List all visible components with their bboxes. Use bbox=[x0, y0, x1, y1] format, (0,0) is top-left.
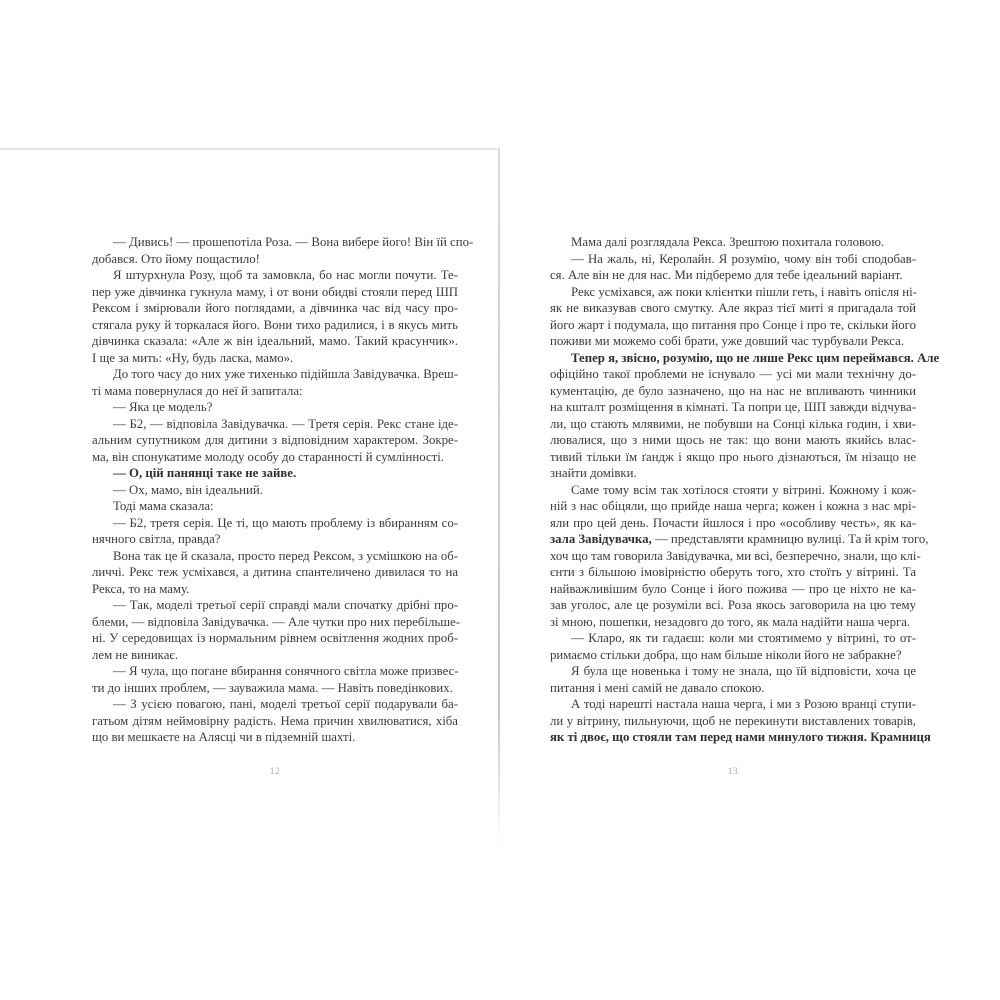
text-segment: — представляти крамницю вулиці. Та й крім того, bbox=[651, 532, 929, 546]
paragraph bbox=[92, 234, 474, 267]
paragraph bbox=[92, 498, 458, 515]
text-line bbox=[550, 267, 916, 284]
text-line bbox=[550, 251, 916, 268]
paragraph bbox=[92, 597, 461, 663]
text-segment: — З усією повагою, пані, моделі третьої серії подарували ба- bbox=[113, 697, 458, 711]
text-segment: Рекс усміхався, аж поки клієнтки пішли геть, і навіть опісля ні- bbox=[571, 284, 917, 299]
text-line bbox=[92, 498, 458, 515]
right-page-number: 13 bbox=[727, 767, 739, 777]
paragraph bbox=[92, 482, 458, 499]
paragraph bbox=[92, 696, 458, 746]
text-segment: що ви мешкаєте на Алясці чи в підземній шахті. bbox=[92, 730, 356, 744]
text-line bbox=[92, 350, 458, 367]
text-line bbox=[550, 564, 916, 581]
text-line bbox=[550, 317, 916, 334]
text-segment: тивий тільки їм ґандж і якщо про нього дізнаються, їм нізащо не bbox=[550, 449, 916, 464]
text-segment: добався. Ото йому пощастило! bbox=[92, 251, 260, 266]
paragraph bbox=[550, 630, 916, 663]
text-line bbox=[92, 416, 458, 433]
text-line bbox=[92, 383, 458, 400]
text-line bbox=[92, 531, 458, 548]
bold-text-segment: зала Завідувачка, bbox=[550, 532, 652, 546]
text-segment: знайти домівки. bbox=[550, 466, 637, 480]
left-page-text-column bbox=[92, 234, 474, 746]
page-gutter-divider bbox=[498, 148, 500, 850]
text-line bbox=[92, 581, 458, 598]
text-line bbox=[550, 663, 916, 680]
bold-text-segment: як ті двоє, що стояли там перед нами минулого тижня. Крамниця bbox=[550, 730, 931, 744]
text-segment: нячного світла, правда? bbox=[92, 532, 221, 546]
text-line bbox=[92, 333, 458, 350]
paragraph bbox=[92, 548, 458, 598]
text-segment: Я була ще новенька і тому не знала, що їй відповісти, хоча це bbox=[571, 664, 916, 678]
text-segment: Тоді мама сказала: bbox=[113, 499, 214, 513]
text-segment: — Б2, третя серія. Це ті, що мають проблему із вбиранням со- bbox=[113, 515, 458, 530]
text-segment: на кшталт розміщення в кімнаті. Та попри це, ШП завжди відчува- bbox=[550, 400, 916, 414]
text-line bbox=[550, 350, 940, 367]
text-line bbox=[92, 713, 458, 730]
text-line bbox=[550, 498, 916, 515]
text-line bbox=[550, 416, 916, 433]
text-line bbox=[92, 663, 458, 680]
text-segment: яли про цей день. Почасти йшлося і про «особливу честь», як ка- bbox=[550, 515, 916, 530]
text-line bbox=[92, 696, 458, 713]
text-segment: До того часу до них уже тихенько підійшла Завідувачка. Вреш- bbox=[113, 367, 458, 381]
text-line bbox=[550, 630, 916, 647]
text-segment: питання і мені самій не давало спокою. bbox=[550, 680, 765, 695]
text-line bbox=[550, 515, 916, 532]
text-line bbox=[92, 449, 458, 466]
paragraph bbox=[550, 482, 929, 631]
text-line bbox=[92, 267, 458, 284]
text-segment: офіційно такої проблеми не існувало — усі ми мали технічну до- bbox=[550, 367, 916, 381]
text-line bbox=[92, 564, 458, 581]
text-line bbox=[92, 630, 458, 647]
text-segment: римаємо стільки добра, що нам більше ніколи його не забракне? bbox=[550, 647, 902, 662]
text-segment: Рекса, то на маму. bbox=[92, 581, 190, 596]
text-segment: Я штурхнула Розу, щоб та замовкла, бо нас могли почути. Те- bbox=[113, 268, 458, 282]
paragraph bbox=[92, 416, 458, 466]
text-segment: — Кларо, як ти гадаєш: коли ми стоятимемо у вітрині, то от- bbox=[571, 631, 916, 645]
text-line bbox=[550, 399, 916, 416]
left-page-top-edge-line bbox=[0, 148, 497, 150]
text-segment: ті мама повернулася до неї й запитала: bbox=[92, 383, 303, 398]
text-segment: — Я чула, що погане вбирання сонячного світла може призвес- bbox=[113, 664, 459, 678]
text-segment: ли у вітрину, пильнуючи, щоб не перекинути виставлених товарів, bbox=[550, 713, 916, 728]
text-line bbox=[550, 432, 916, 449]
text-line bbox=[550, 696, 916, 713]
text-segment: найважливішим було Сонце і його пожива — про це ніхто не ка- bbox=[550, 581, 916, 596]
paragraph bbox=[550, 696, 931, 746]
text-segment: блеми, — відповіла Завідувачка. — Але чутки про них перебільше- bbox=[92, 614, 461, 629]
text-segment: І ще за мить: «Ну, будь ласка, мамо». bbox=[92, 350, 294, 365]
text-line bbox=[550, 234, 916, 251]
text-line bbox=[550, 465, 916, 482]
text-line bbox=[92, 465, 458, 482]
text-line bbox=[550, 713, 916, 730]
text-line bbox=[92, 515, 458, 532]
paragraph bbox=[550, 284, 916, 350]
text-segment: А тоді нарешті настала наша черга, і ми з Розою вранці ступи- bbox=[571, 697, 916, 711]
text-line bbox=[550, 482, 916, 499]
text-line bbox=[550, 597, 916, 614]
text-segment: зав уголос, але це розуміли всі. Роза якось заговорила на цю тему bbox=[550, 598, 916, 612]
text-line bbox=[550, 614, 916, 631]
text-segment: дівчинка сказала: «Але ж він ідеальний, мамо. Такий красунчик». bbox=[92, 334, 458, 348]
paragraph bbox=[92, 663, 458, 696]
text-line bbox=[550, 647, 916, 664]
text-line bbox=[92, 317, 458, 334]
text-segment: його жарт і подумала, що питання про Сонце і про те, скільки його bbox=[550, 317, 916, 332]
text-segment: як не виказував свого смутку. Але якраз тієї миті я пригадала той bbox=[550, 301, 916, 315]
text-line bbox=[92, 399, 458, 416]
text-segment: пер уже дівчинка гукнула маму, і от вони обидві стояли перед ШП bbox=[92, 284, 458, 299]
text-line bbox=[92, 251, 458, 268]
text-line bbox=[550, 729, 931, 746]
right-page-text-column bbox=[550, 234, 940, 746]
text-segment: зі мною, пошепки, незадовго до того, як мала надійти наша черга. bbox=[550, 614, 911, 629]
paragraph bbox=[92, 399, 458, 416]
text-segment: — Б2, — відповіла Завідувачка. — Третя серія. Рекс стане іде- bbox=[113, 416, 458, 431]
text-segment: — Ох, мамо, він ідеальний. bbox=[113, 482, 263, 497]
text-line bbox=[550, 548, 921, 565]
text-line bbox=[92, 614, 461, 631]
paragraph bbox=[92, 465, 458, 482]
text-line bbox=[550, 300, 916, 317]
text-line bbox=[92, 300, 458, 317]
text-segment: поживи ми можемо собі брати, уже довший час турбували Рекса. bbox=[550, 334, 904, 348]
text-segment: лювалися, що з ними щось не так: що вони мають якийсь влас- bbox=[550, 433, 916, 447]
text-segment: ся. Але він не для нас. Ми підберемо для тебе ідеальний варіант. bbox=[550, 268, 903, 282]
text-line bbox=[550, 531, 929, 548]
text-line bbox=[550, 333, 916, 350]
text-line bbox=[92, 482, 458, 499]
text-line bbox=[92, 284, 458, 301]
text-segment: альним супутником для дитини з відповідним характером. Зокре- bbox=[92, 433, 458, 447]
text-segment: стягала руку й торкалася його. Вони тихо радилися, і в якусь мить bbox=[92, 317, 458, 332]
text-line bbox=[92, 729, 458, 746]
text-segment: Саме тому всім так хотілося стояти у вітрині. Кожному і кож- bbox=[571, 482, 916, 497]
paragraph bbox=[92, 267, 458, 366]
paragraph bbox=[550, 350, 940, 482]
paragraph bbox=[550, 234, 916, 251]
text-line bbox=[92, 597, 458, 614]
text-line bbox=[92, 548, 458, 565]
text-segment: — Так, моделі третьої серії справді мали спочатку дрібні про- bbox=[113, 598, 458, 612]
text-segment: личчі. Рекс теж усміхався, а дитина спантеличено дивилася то на bbox=[92, 565, 458, 579]
text-segment: кументацію, де було зазначено, що на нас не впливають чинники bbox=[550, 383, 916, 398]
text-segment: гатьом дітям неймовірну радість. Нема причин хвилюватися, хіба bbox=[92, 713, 458, 728]
text-segment: Вона так це й сказала, просто перед Рексом, з усмішкою на об- bbox=[113, 548, 458, 563]
text-line bbox=[550, 366, 916, 383]
bold-text-segment: Тепер я, звісно, розумію, що не лише Рекс цим переймався. Але bbox=[571, 350, 940, 365]
text-segment: ні. У середовищах із нормальним рівнем освітлення жодних проб- bbox=[92, 631, 458, 645]
text-segment: ти до інших проблем, — зауважила мама. — Навіть поведінкових. bbox=[92, 680, 453, 695]
paragraph bbox=[92, 366, 458, 399]
text-line bbox=[92, 680, 458, 697]
text-segment: хоч що там говорила Завідувачка, ми всі, безперечно, знали, що клі- bbox=[550, 548, 921, 563]
text-segment: — На жаль, ні, Керолайн. Я розумію, чому він тобі сподобав- bbox=[571, 251, 916, 266]
text-line bbox=[550, 449, 916, 466]
text-line bbox=[92, 366, 458, 383]
text-segment: Мама далі розглядала Рекса. Зрештою похитала головою. bbox=[571, 235, 885, 249]
text-segment: Рексом і змірювали його поглядами, а дівчинка час від часу про- bbox=[92, 301, 458, 315]
paragraph bbox=[550, 663, 916, 696]
text-segment: лем не виникає. bbox=[92, 647, 179, 662]
text-line bbox=[550, 383, 916, 400]
text-line bbox=[92, 647, 458, 664]
text-segment: єнти з більшою імовірністю оберуть того, хто стоїть у вітрині. Та bbox=[550, 565, 916, 579]
bold-text-segment: — О, цій панянці таке не зайве. bbox=[113, 466, 297, 480]
text-segment: — Дивись! — прошепотіла Роза. — Вона вибере його! Він їй спо- bbox=[113, 235, 474, 249]
text-line bbox=[92, 234, 474, 251]
text-segment: ли, що стають млявими, не побувши на Сонці кілька годин, і хви- bbox=[550, 416, 916, 431]
text-line bbox=[92, 432, 458, 449]
left-page-number: 12 bbox=[269, 767, 281, 777]
text-segment: ній з нас обіцяли, що прийде наша черга; кожен і кожна з нас мрі- bbox=[550, 499, 916, 513]
paragraph bbox=[92, 515, 458, 548]
paragraph bbox=[550, 251, 916, 284]
text-line bbox=[550, 284, 916, 301]
text-segment: ма, він спонукатиме молоду особу до старанності й сумлінності. bbox=[92, 449, 444, 464]
text-line bbox=[550, 680, 916, 697]
text-segment: — Яка це модель? bbox=[113, 400, 213, 414]
text-line bbox=[550, 581, 916, 598]
